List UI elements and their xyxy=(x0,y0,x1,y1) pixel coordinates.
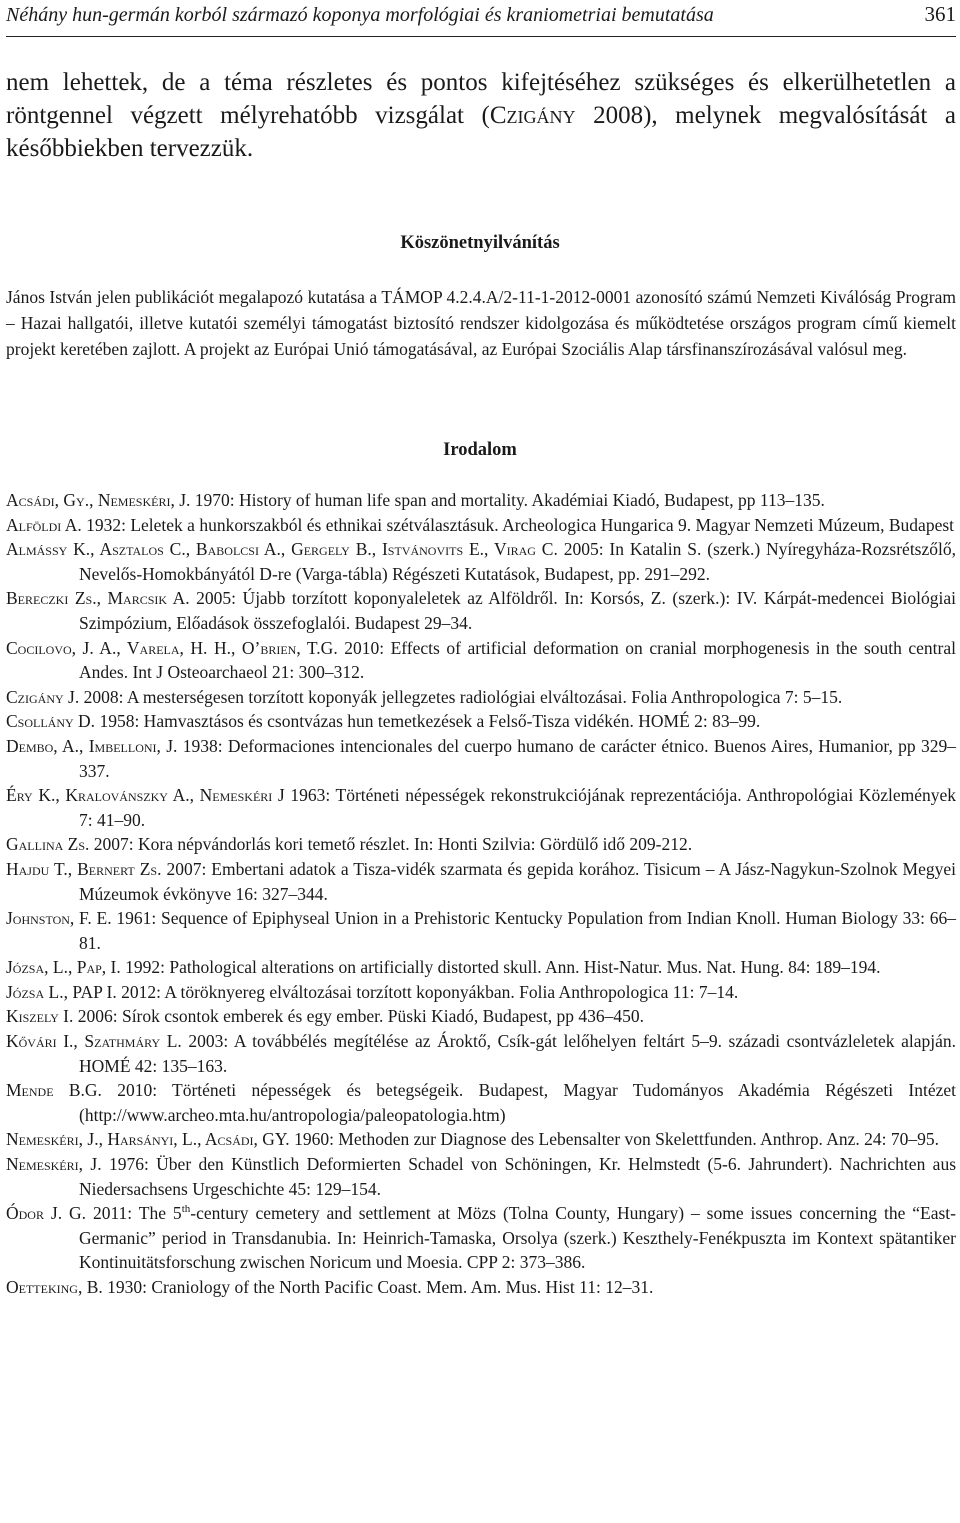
ordinal-superscript: th xyxy=(181,1203,191,1216)
reference-item xyxy=(6,783,956,832)
reference-authors: Nemeskéri, J., Harsányi, L., Acsádi, GY. xyxy=(6,1129,290,1150)
reference-details: 2007: Kora népvándorlás kori temető részlet. In: Honti Szilvia: Gördülő idő 209-212. xyxy=(89,834,693,855)
reference-details: 2003: A továbbélés megítélése az Ároktő, Csík-gát lelőhelyen feltárt 5–9. századi csontvázleletek alapján. HOMÉ 42: 135–163. xyxy=(79,1031,956,1076)
reference-authors: Alföldi A. xyxy=(6,514,82,535)
reference-authors: Kővári I., Szathmáry L. xyxy=(6,1031,182,1052)
reference-authors: Cocilovo, J. A., Varela, H. H., O’brien, T.G. xyxy=(6,637,338,658)
reference-authors: Acsádi, Gy., Nemeskéri, J. xyxy=(6,490,191,510)
reference-item xyxy=(6,636,956,685)
reference-details: 2005: Újabb torzított koponyaleletek az Alföldről. In: Korsós, Z. (szerk.): IV. Kárpát-medencei Biológiai Szimpózium, Előadások összefoglalói. Budapest 29–34. xyxy=(79,588,956,633)
reference-authors: Johnston, F. E. xyxy=(6,908,112,929)
reference-item xyxy=(6,1275,956,1300)
reference-item xyxy=(6,709,956,734)
reference-details: 2006: Sírok csontok emberek és egy ember. Püski Kiadó, Budapest, pp 436–450. xyxy=(73,1006,644,1027)
reference-item xyxy=(6,685,956,710)
reference-item xyxy=(6,955,956,980)
reference-details: 1930: Craniology of the North Pacific Coast. Mem. Am. Mus. Hist 11: 12–31. xyxy=(102,1277,654,1297)
reference-details: 1970: History of human life span and mortality. Akadémiai Kiadó, Budapest, pp 113–135. xyxy=(190,490,825,510)
reference-authors: Kiszely I. xyxy=(6,1006,74,1027)
reference-details: 1938: Deformaciones intencionales del cuerpo humano de carácter étnico. Buenos Aires, Humanior, pp 329–337. xyxy=(79,735,956,781)
acknowledgement-paragraph: János István jelen publikációt megalapozó kutatása a TÁMOP 4.2.4.A/2-11-1-2012-0001 azonosító számú Nemzeti Kiválóság Program – Hazai hallgatói, illetve kutatói személyi támogatást biztosító rendszer kidolgozása és működtetése országos program című kiemelt projekt keretében zajlott. A projekt az Európai Unió támogatásával, az Európai Szociális Alap társfinanszírozásával valósul meg. xyxy=(6,287,956,359)
continuation-paragraph xyxy=(6,66,956,165)
page-number: 361 xyxy=(924,2,956,26)
acknowledgement-heading: Köszönetnyilvánítás xyxy=(400,233,560,253)
reference-details: 2008: A mesterségesen torzított koponyák jellegzetes radiológiai elváltozásai. Folia Anthropologica 7: 5–15. xyxy=(79,686,843,707)
reference-item xyxy=(6,1127,956,1152)
reference-authors: Dembo, A., Imbelloni, J. xyxy=(6,735,178,756)
reference-details: 1958: Hamvasztásos és csontvázas hun temetkezések a Felső-Tisza vidékén. HOMÉ 2: 83–99. xyxy=(95,711,761,732)
reference-authors: Nemeskéri, J. xyxy=(6,1154,102,1175)
literature-heading: Irodalom xyxy=(443,440,517,460)
reference-authors: Bereczki Zs., Marcsik A. xyxy=(6,588,190,609)
reference-item xyxy=(6,857,956,906)
continuation-text-end: 2008), melynek megvalósítását a későbbiekben tervezzük. xyxy=(6,102,956,162)
reference-list xyxy=(6,488,956,1300)
reference-item xyxy=(6,488,956,513)
reference-details: 1963: Történeti népességek rekonstrukciójának reprezentációja. Anthropológiai Közlemények 7: 41–90. xyxy=(79,785,956,830)
reference-authors: Czigány J. xyxy=(6,686,80,707)
reference-item xyxy=(6,832,956,857)
header-divider xyxy=(6,36,956,37)
running-title: Néhány hun-germán korból származó koponya morfológiai és kraniometriai bemutatása xyxy=(6,4,714,26)
reference-authors: Csollány D. xyxy=(6,711,96,732)
reference-item xyxy=(6,906,956,955)
reference-item xyxy=(6,1078,956,1127)
running-header xyxy=(6,2,956,32)
reference-details: 1960: Methoden zur Diagnose des Lebensalter von Skelettfunden. Anthrop. Anz. 24: 70–95. xyxy=(289,1129,940,1150)
reference-authors: Mende B.G. xyxy=(6,1080,102,1101)
reference-item xyxy=(6,513,956,538)
reference-details: 2010: Effects of artificial deformation on cranial morphogenesis in the south central Andes. Int J Osteoarchaeol 21: 300–312. xyxy=(79,637,956,683)
reference-item xyxy=(6,1004,956,1029)
reference-authors: Józsa, L., Pap, I. xyxy=(6,957,121,978)
reference-authors: Éry K., Kralovánszky A., Nemeskéri J xyxy=(6,785,285,806)
reference-item xyxy=(6,1152,956,1201)
reference-details: 2010: Történeti népességek és betegségeik. Budapest, Magyar Tudományos Akadémia Régészeti Intézet (http://www.archeo.mta.hu/antropologia/paleopatologia.htm) xyxy=(79,1080,956,1125)
reference-details-continued: -century cemetery and settlement at Mözs (Tolna County, Hungary) – some issues concerning the “East-Germanic” period in Transdanubia. In: Heinrich-Tamaska, Orsolya (szerk.) Keszthely-Fenékpuszta im Kontext spätantiker Kontinuitätsforschung zwischen Noricum und Moesia. CPP 2: 373–386. xyxy=(79,1203,956,1273)
reference-details: 1976: Über den Künstlich Deformierten Schadel von Schöningen, Kr. Helmstedt (5-6. Jahrundert). Nachrichten aus Niedersachsens Urgeschichte 45: 129–154. xyxy=(79,1154,957,1199)
continuation-text-start: nem lehettek, de a téma részletes és pontos kifejtéséhez szükséges és elkerülhetetlen a röntgennel végzett mélyrehatóbb vizsgálat ( xyxy=(6,69,956,129)
reference-details: 1961: Sequence of Epiphyseal Union in a Prehistoric Kentucky Population from Indian Knoll. Human Biology 33: 66–81. xyxy=(79,908,956,953)
reference-details: 2011: The 5 xyxy=(86,1203,182,1224)
reference-item xyxy=(6,1029,956,1078)
reference-details: 1992: Pathological alterations on artificially distorted skull. Ann. Hist-Natur. Mus. Nat. Hung. 84: 189–194. xyxy=(120,957,881,978)
reference-details: 2007: Embertani adatok a Tisza-vidék szarmata és gepida korához. Tisicum – A Jász-Nagykun-Szolnok Megyei Múzeumok évkönyve 16: 327–344. xyxy=(79,858,956,904)
reference-authors: Almássy K., Asztalos C., Babolcsi A., Gergely B., Istvánovits E., Virag C. xyxy=(6,539,558,560)
reference-item xyxy=(6,734,956,783)
reference-details: 2005: In Katalin S. (szerk.) Nyíregyháza-Rozsrétszőlő, Nevelős-Homokbányától D-re (Varga-tábla) Régészeti Kutatások, Budapest, pp. 291–292. xyxy=(79,539,956,584)
reference-item xyxy=(6,1201,956,1275)
reference-authors: Oetteking, B. xyxy=(6,1277,103,1297)
reference-authors: Gallina Zs. xyxy=(6,834,90,855)
reference-item xyxy=(6,537,956,586)
reference-details: 2012: A töröknyereg elváltozásai torzított koponyákban. Folia Anthropologica 11: 7–14. xyxy=(116,981,739,1002)
continuation-cited-author: Czigány xyxy=(489,102,576,129)
reference-authors: Hajdu T., Bernert Zs. xyxy=(6,858,162,879)
reference-details: 1932: Leletek a hunkorszakból és ethnikai szétválasztásuk. Archeologica Hungarica 9. Magyar Nemzeti Múzeum, Budapest xyxy=(81,514,955,535)
reference-item xyxy=(6,586,956,635)
reference-authors: Ódor J. G. xyxy=(6,1203,87,1224)
reference-item xyxy=(6,980,956,1005)
reference-authors: Józsa L., PAP I. xyxy=(6,981,117,1002)
